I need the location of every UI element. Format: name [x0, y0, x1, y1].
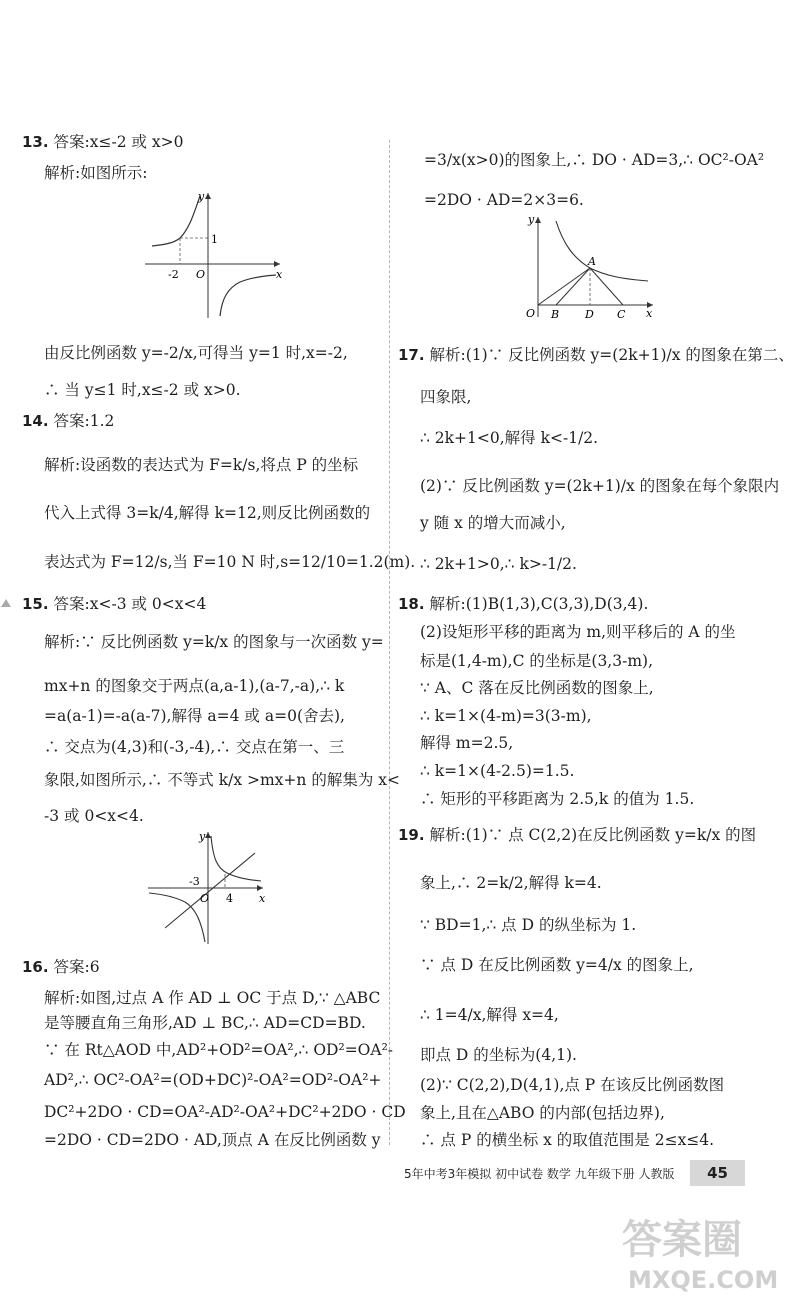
watermark-top: 答案圈: [622, 1217, 742, 1263]
q17-line5: y 随 x 的增大而减小,: [420, 514, 566, 532]
q16-line3: ∵ 在 Rt△AOD 中,AD²+OD²=OA²,∴ OD²=OA²-: [44, 1041, 394, 1059]
q18-line3: 标是(1,4-m),C 的坐标是(3,3-m),: [420, 652, 653, 670]
g15-origin: O: [200, 892, 210, 905]
q14-answer-line: [22, 411, 114, 431]
q15-number: 15.: [22, 595, 49, 613]
q19-line8: 象上,且在△ABO 的内部(包括边界),: [420, 1104, 665, 1122]
g16-origin: O: [526, 307, 536, 320]
g15-tick-right: 4: [226, 892, 233, 905]
watermark-logo: [612, 1200, 792, 1300]
q17-line2: 四象限,: [420, 388, 472, 406]
q18-line1: 解析:(1)B(1,3),C(3,3),D(3,4).: [429, 595, 649, 613]
q15-answer-line: [22, 594, 206, 614]
q14-line2: 代入上式得 3=k/4,解得 k=12,则反比例函数的: [44, 504, 371, 522]
q17-number: 17.: [398, 346, 425, 364]
q18-line6: 解得 m=2.5,: [420, 734, 514, 752]
q14-line1: 解析:设函数的表达式为 F=k/s,将点 P 的坐标: [44, 456, 359, 474]
g13-tick-y: 1: [211, 233, 218, 246]
q19-line7: (2)∵ C(2,2),D(4,1),点 P 在该反比例函数图: [420, 1076, 725, 1094]
q13-line1: 由反比例函数 y=-2/x,可得当 y=1 时,x=-2,: [44, 344, 348, 362]
q15-line5: 象限,如图所示,∴ 不等式 k/x >mx+n 的解集为 x<: [44, 771, 400, 789]
q16-graph: [518, 213, 658, 323]
g13-x-label: x: [276, 268, 283, 281]
q17-line1: 解析:(1)∵ 反比例函数 y=(2k+1)/x 的图象在第二、: [429, 346, 794, 364]
q16-answer-line: [22, 957, 100, 977]
g13-origin: O: [196, 268, 206, 281]
q16-line4: AD²,∴ OC²-OA²=(OD+DC)²-OA²=OD²-OA²+: [44, 1071, 382, 1089]
footer-book-info: 5年中考3年模拟 初中试卷 数学 九年级下册 人教版: [404, 1167, 675, 1181]
q13-number: 13.: [22, 133, 49, 151]
g15-x-label: x: [259, 892, 266, 905]
q19-line1: 解析:(1)∵ 点 C(2,2)在反比例函数 y=k/x 的图: [429, 826, 757, 844]
q16-line5: DC²+2DO · CD=OA²-AD²-OA²+DC²+2DO · CD: [44, 1103, 406, 1121]
q14-answer: 答案:1.2: [53, 412, 115, 430]
q16-cont-line1: =3/x(x>0)的图象上,∴ DO · AD=3,∴ OC²-OA²: [424, 151, 765, 169]
g13-y-label: y: [198, 190, 205, 203]
q14-line3: 表达式为 F=12/s,当 F=10 N 时,s=12/10=1.2(m).: [44, 553, 416, 571]
watermark-bottom: MXQE.COM: [628, 1266, 779, 1294]
q19-line3: ∵ BD=1,∴ 点 D 的纵坐标为 1.: [420, 916, 637, 934]
q13-line2: ∴ 当 y≤1 时,x≤-2 或 x>0.: [44, 381, 241, 399]
q16-line1: 解析:如图,过点 A 作 AD ⊥ OC 于点 D,∵ △ABC: [44, 989, 381, 1007]
g16-x-label: x: [646, 307, 653, 320]
q19-line9: ∴ 点 P 的横坐标 x 的取值范围是 2≤x≤4.: [420, 1131, 715, 1149]
q16-answer: 答案:6: [53, 958, 100, 976]
g15-tick-left: -3: [189, 875, 200, 888]
q15-line2: mx+n 的图象交于两点(a,a-1),(a-7,-a),∴ k: [44, 677, 345, 695]
q16-number: 16.: [22, 958, 49, 976]
q17-line4: (2)∵ 反比例函数 y=(2k+1)/x 的图象在每个象限内: [420, 477, 780, 495]
q18-line1-wrap: [398, 594, 648, 614]
q18-line4: ∵ A、C 落在反比例函数的图象上,: [420, 679, 654, 697]
q19-line6: 即点 D 的坐标为(4,1).: [420, 1046, 577, 1064]
q18-line7: ∴ k=1×(4-2.5)=1.5.: [420, 762, 575, 780]
q14-number: 14.: [22, 412, 49, 430]
g16-point-b: B: [551, 308, 560, 321]
g13-tick-x: -2: [168, 268, 179, 281]
q16-cont-line2: =2DO · AD=2×3=6.: [424, 191, 584, 209]
q17-line3: ∴ 2k+1<0,解得 k<-1/2.: [420, 429, 599, 447]
g16-point-c: C: [617, 308, 626, 321]
g16-y-label: y: [528, 213, 535, 226]
q13-answer: 答案:x≤-2 或 x>0: [53, 133, 184, 151]
q19-line4: ∵ 点 D 在反比例函数 y=4/x 的图象上,: [420, 956, 694, 974]
q15-answer: 答案:x<-3 或 0<x<4: [53, 595, 207, 613]
q18-line5: ∴ k=1×(4-m)=3(3-m),: [420, 707, 592, 725]
q18-line2: (2)设矩形平移的距离为 m,则平移后的 A 的坐: [420, 623, 736, 641]
q19-line1-wrap: [398, 825, 756, 845]
g16-point-d: D: [585, 308, 594, 321]
q17-line1-wrap: [398, 345, 794, 365]
column-divider: [389, 140, 391, 1145]
q19-number: 19.: [398, 826, 425, 844]
q18-line8: ∴ 矩形的平移距离为 2.5,k 的值为 1.5.: [420, 790, 695, 808]
g15-y-label: y: [199, 830, 206, 843]
q13-analysis: 解析:如图所示:: [44, 164, 148, 182]
q15-line6: -3 或 0<x<4.: [44, 807, 144, 825]
q19-line5: ∴ 1=4/x,解得 x=4,: [420, 1006, 559, 1024]
section-marker-icon: [0, 598, 12, 608]
g16-point-a: A: [588, 255, 596, 268]
q13-answer-line: [22, 132, 184, 152]
page-number: 45: [690, 1160, 745, 1186]
q18-number: 18.: [398, 595, 425, 613]
q15-graph: [145, 828, 270, 948]
q15-line1: 解析:∵ 反比例函数 y=k/x 的图象与一次函数 y=: [44, 633, 384, 651]
q17-line6: ∴ 2k+1>0,∴ k>-1/2.: [420, 555, 577, 573]
q16-line6: =2DO · CD=2DO · AD,顶点 A 在反比例函数 y: [44, 1131, 381, 1149]
q13-graph: [140, 188, 290, 323]
q16-line2: 是等腰直角三角形,AD ⊥ BC,∴ AD=CD=BD.: [44, 1014, 366, 1032]
q15-line4: ∴ 交点为(4,3)和(-3,-4),∴ 交点在第一、三: [44, 738, 345, 756]
q19-line2: 象上,∴ 2=k/2,解得 k=4.: [420, 874, 602, 892]
q15-line3: =a(a-1)=-a(a-7),解得 a=4 或 a=0(舍去),: [44, 707, 345, 725]
